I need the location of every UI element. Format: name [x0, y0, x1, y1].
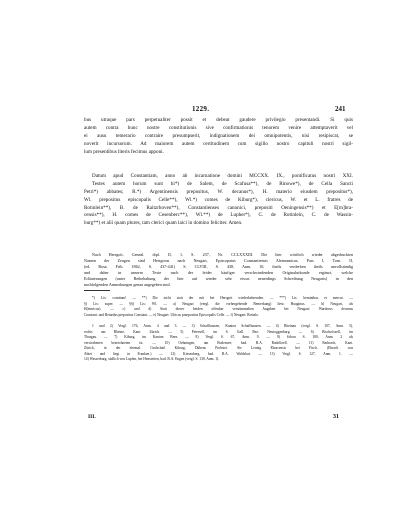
charter-text-para2 — [84, 173, 353, 228]
text-line: burg**) et alii quam plures, tam clerici quam laici in domino feliciter. Amen. — [84, 220, 243, 227]
running-head-year: 1229. — [192, 105, 210, 113]
footnote-line: Abtei und liegt in Franken.) — 12) Kiesenberg, bad. B.A. Waldshut. — 13) Vergl. S. 127, Anm. 1. — — [84, 351, 353, 356]
footnote-line: 14) Wasserburg, südlich von Lupfen, bei Henstetten, bad. B.A. Engen (vergl. S. 130, Anm. 1). — [84, 357, 220, 361]
footnote-line: Constant. und Retardus prepositus Constant. — e) Neugart: Ulricus praepositus Episcopalis Celle. — f) Neugart: Rotinlo. — [84, 312, 259, 317]
footnote-line: *) Lis: comitum! — **) Die nicht statt der mit bei Herrgott wiederkehrenden. — ***) Lis: heminibus et mercat. — — [92, 296, 353, 300]
note-line: (ed. Rosa, Frib. 1862, S. 437-441) S. CLVIII, S. 438, Anm. 10, theils verderben theils unvollständig — [84, 264, 353, 270]
text-line: bus utraque pars perpetualiter possit et debeat gaudere privilegio presentandi. Si quis — [84, 117, 353, 123]
note-line: Nach Herrgott, Geneal. dipl. II, 1, S. 237, Nr. CCLXXXIII. Die hier wörtlich wieder abgedruckten — [92, 252, 353, 257]
page-number: 241 — [335, 105, 346, 113]
note-line: nachfolgenden Anmerkungen genau angegeben sind. — [84, 282, 171, 288]
footnote-line: Thurgau. — 7) Kiburg, im Kanton Bern. — 8) Vergl. S. 67, Anm. 9. — 9) Schon S. 180, Anm. 2 als — [84, 335, 353, 339]
text-line: autem contra hunc nostre constitutionis sive confirmationis tenorem venire attemptaverit vel — [84, 124, 353, 131]
text-line: Rotinlein**), B. de Raitzrhoven**), Constantienses canonici, prepositi Oeningensis**) et E[m]bra- — [84, 204, 353, 211]
footnote-line: §) Lis: super. — §§) Lis: Wl. — a) Neugart (vergl. die vorhergehende Bemerkung) liest: Huaginus. — b) Neugart, als — [84, 301, 353, 306]
footnote-line: verstorbenen bezeichneten ist. — 10) Oehningen, am Bodensee, bad. B.A. Radolfzell. — 11) Embrach, Kant. — [84, 340, 353, 345]
source-note — [84, 252, 353, 289]
text-line: noverit incursorum. Ad maiorem autem certitudinem cum sigillo nostro capituli nostri sigil- — [84, 140, 353, 147]
textual-footnotes — [84, 296, 353, 318]
text-line: lum presentibus literis fecimus apponi. — [84, 148, 164, 155]
footnote-divider — [84, 290, 110, 291]
text-line: Petri*) abbates; R.*) Argentinensis prepositus, W. decanus*), H. materio eiusdem prepositus*), — [84, 188, 353, 195]
text-line: Wl. prepositus episcopalis Celle**), Wl.*) comes de Kiburg*), clericus, W. et L. fratres de — [84, 196, 353, 203]
text-line: ei ausu temerario contraire presumpserit, indignationem dei omnipotentis, nisi resipiscat, se — [84, 132, 353, 139]
footnote-line: Zürich, in der ehemal. Grafschaft Kiburg, Dübens Probstei. Sie Leonig Ebracensis bei Fisch. (Ebrach war — [84, 346, 353, 350]
charter-text-para1 — [84, 117, 353, 156]
note-line: Namen der Zeugen sind Herigotus nach Neugart, Episcopatus Constantiensis Alemannicus, Pars I, Tom. II, — [84, 258, 353, 264]
text-line: Testes autem horum sunt hi*) de Salem, de Scafusa**), de Rinowe*), de Cella Sancti — [92, 180, 353, 187]
volume-signature: III. — [88, 414, 96, 420]
text-line: censis**), H. comes de Cesenberc**), Wl.**) de Lupher*), C. de Rotinlein, C. de Wassin- — [84, 212, 353, 219]
footnote-line: H(einricus). — c) und d) Statt dieser beiden offenbar verstümmelten Angaben bei Neugart: Wardorus decanus — [84, 307, 353, 311]
note-line: und daher in unserm Texte nach der leider häufiger verschwindenden Originalurkunde ergänzt, welche — [84, 270, 353, 276]
footnote-line: 1 und 2) Vergl. 176, Anm. 4 und 3. — 3) Schaffhausen, Kanton Schaffhausen. — 4) Rheinau (vergl. S. 107, Anm. 5), — [92, 324, 353, 328]
text-line: Datum apud Constantiam, anno ab incarnatione domini MCCXX. IX., pontificatus nostri XXI. — [92, 173, 353, 179]
footnote-line: rechts am Rheine, Kant. Zürich. — 5) Petersell, im S. Gall. Bez. Neutoggenburg. — 6) Bischofszell, im — [84, 329, 353, 334]
note-line: Erläuterungen (unter Beibehaltung der hier auf wieder sehr etwas neuerdings Schreibung Neugarts) in den — [84, 276, 353, 282]
sheet-signature: 31 — [333, 414, 339, 420]
place-footnotes — [84, 324, 353, 363]
